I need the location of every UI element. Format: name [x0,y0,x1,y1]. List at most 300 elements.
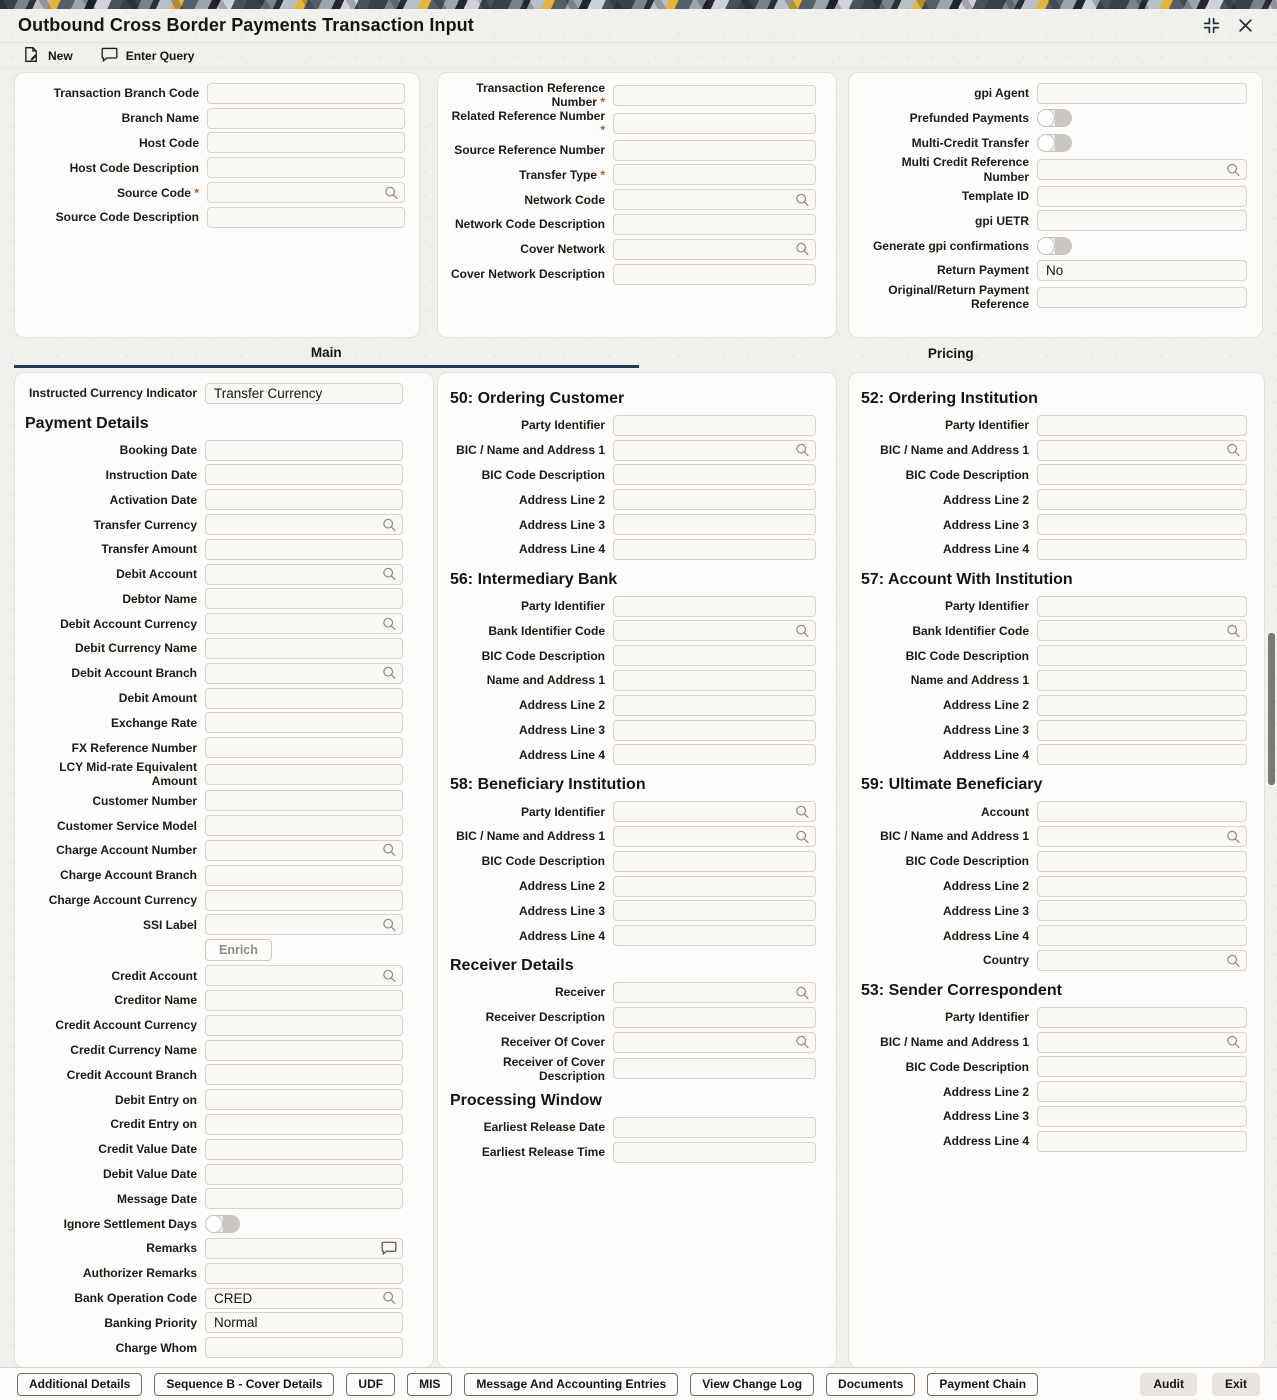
address-line-4-input[interactable] [1037,1131,1247,1152]
debit-account-currency-input[interactable] [205,613,403,634]
search-icon[interactable] [384,185,399,200]
field-row-customer-number [25,788,421,813]
remarks-input[interactable] [205,1238,403,1259]
label-name-and-address-1: Name and Address 1 [486,673,605,688]
message-and-accounting-entries-button[interactable]: Message And Accounting Entries [464,1373,678,1396]
new-button[interactable] [23,46,73,66]
required-asterisk: * [600,123,605,138]
label-bank-identifier-code: Bank Identifier Code [912,623,1029,638]
receiver-description-input[interactable] [613,1007,816,1028]
label-bic-name-and-address-1: BIC / Name and Address 1 [880,1035,1029,1050]
search-icon[interactable] [382,917,397,932]
close-icon[interactable] [1238,18,1253,33]
search-icon[interactable] [795,443,810,458]
label-address-line-3: Address Line 3 [518,723,605,738]
field-row-party-identifier [861,1005,1252,1030]
message-date-input[interactable] [205,1188,403,1209]
address-line-4-input[interactable] [613,925,816,946]
field-row-return-payment [861,258,1250,283]
label-transaction-branch-code: Transaction Branch Code [53,86,199,101]
search-icon[interactable] [1226,953,1241,968]
field-row-prefunded-payments [861,106,1250,131]
label-bic-code-description: BIC Code Description [905,467,1029,482]
name-and-address-1-input[interactable] [613,670,816,691]
field-row-debtor-name [25,587,421,612]
search-icon[interactable] [382,616,397,631]
charge-account-currency-input[interactable] [205,890,403,911]
field-row-multi-credit-reference-number [861,155,1250,183]
sequence-b-cover-details-button[interactable]: Sequence B - Cover Details [154,1373,334,1396]
label-name-and-address-1: Name and Address 1 [910,673,1029,688]
search-icon[interactable] [382,843,397,858]
debit-account-input[interactable] [205,564,403,585]
tab-main[interactable]: Main [14,339,639,368]
field-row-source-code [27,180,407,205]
cover-network-description-input[interactable] [613,264,816,285]
search-icon[interactable] [382,968,397,983]
debit-currency-name-input[interactable] [205,638,403,659]
vertical-scrollbar-thumb[interactable] [1268,633,1275,785]
address-line-2-input[interactable] [1037,695,1247,716]
search-icon[interactable] [795,623,810,638]
bic-name-and-address-1-input[interactable] [1037,440,1247,461]
bic-name-and-address-1-input[interactable] [613,440,816,461]
label-address-line-3: Address Line 3 [518,903,605,918]
label-original-return-payment-reference: Original/Return Payment Reference [888,282,1029,312]
party-identifier-input[interactable] [1037,1007,1247,1028]
search-icon[interactable] [382,1291,397,1306]
address-line-4-input[interactable] [1037,744,1247,765]
transaction-reference-number-input[interactable] [613,85,816,106]
authorizer-remarks-input[interactable] [205,1263,403,1284]
credit-currency-name-input[interactable] [205,1040,403,1061]
label-party-identifier: Party Identifier [944,418,1029,433]
credit-account-input[interactable] [205,965,403,986]
label-address-line-2: Address Line 2 [518,492,605,507]
credit-account-currency-input[interactable] [205,1015,403,1036]
label-charge-account-branch: Charge Account Branch [60,868,197,883]
bank-identifier-code-input[interactable] [1037,620,1247,641]
debit-value-date-input[interactable] [205,1164,403,1185]
section-title-59-ultimate-beneficiary: 59: Ultimate Beneficiary [861,776,1043,794]
bic-name-and-address-1-input[interactable] [1037,826,1247,847]
field-row-receiver [450,980,824,1005]
lcy-mid-rate-equivalent-amount-input[interactable] [205,764,403,785]
field-row-party-identifier [450,413,824,438]
receiver-of-cover-input[interactable] [613,1032,816,1053]
debtor-name-input[interactable] [205,588,403,609]
ignore-settlement-days-toggle[interactable] [205,1215,240,1233]
label-address-line-4: Address Line 4 [942,542,1029,557]
field-row-bic-code-description [861,1055,1252,1080]
search-icon[interactable] [1226,443,1241,458]
booking-date-input[interactable] [205,440,403,461]
field-row-party-identifier [861,594,1252,619]
label-address-line-4: Address Line 4 [518,928,605,943]
field-row-bic-code-description [450,643,824,668]
field-row-address-line-3 [450,718,824,743]
address-line-3-input[interactable] [613,900,816,921]
address-line-2-input[interactable] [1037,876,1247,897]
field-row-name-and-address-1 [450,668,824,693]
label-earliest-release-date: Earliest Release Date [483,1120,605,1135]
field-row-transfer-type [450,162,824,187]
view-change-log-button[interactable]: View Change Log [690,1373,814,1396]
prefunded-payments-toggle[interactable] [1037,109,1072,127]
mis-button[interactable]: MIS [407,1373,452,1396]
bic-code-description-input[interactable] [1037,851,1247,872]
address-line-2-input[interactable] [1037,1081,1247,1102]
toggle-knob [1037,109,1055,127]
label-network-code-description: Network Code Description [454,217,605,232]
label-party-identifier: Party Identifier [520,599,605,614]
search-icon[interactable] [795,192,810,207]
new-document-icon [23,46,40,66]
payment-chain-button[interactable]: Payment Chain [927,1373,1038,1396]
field-row-bic-code-description [861,849,1252,874]
search-icon[interactable] [795,1035,810,1050]
field-row-country [861,948,1252,973]
exit-button[interactable]: Exit [1212,1373,1260,1396]
label-charge-whom: Charge Whom [115,1340,197,1355]
transfer-currency-input[interactable] [205,514,403,535]
activation-date-input[interactable] [205,489,403,510]
field-row-party-identifier [450,594,824,619]
institution-parties-card [848,372,1265,1368]
credit-entry-on-input[interactable] [205,1114,403,1135]
field-row-generate-gpi-confirmations [861,233,1250,258]
field-row-credit-account-currency [25,1013,421,1038]
party-identifier-input[interactable] [1037,415,1247,436]
bic-code-description-input[interactable] [613,851,816,872]
search-icon[interactable] [1226,623,1241,638]
debit-amount-input[interactable] [205,688,403,709]
enter-query-button-label: Enter Query [125,48,195,63]
field-row-ssi-label [25,912,421,937]
charge-whom-input[interactable] [205,1337,403,1358]
receiver-input[interactable] [613,982,816,1003]
field-row-lcy-mid-rate-equivalent-amount [25,760,421,788]
multi-credit-reference-number-input[interactable] [1037,159,1247,180]
field-row-debit-entry-on [25,1087,421,1112]
related-reference-number-input[interactable] [613,113,816,134]
host-code-description-input[interactable] [207,157,405,178]
label-host-code-description: Host Code Description [69,160,199,175]
label-address-line-4: Address Line 4 [942,1134,1029,1149]
receiver-of-cover-description-input[interactable] [613,1058,816,1079]
source-code-input[interactable] [207,182,405,203]
ssi-label-input[interactable] [205,914,403,935]
return-payment-input[interactable] [1037,260,1247,281]
label-receiver-of-cover: Receiver Of Cover [500,1035,605,1050]
template-id-input[interactable] [1037,186,1247,207]
label-debit-amount: Debit Amount [118,691,197,706]
transfer-amount-input[interactable] [205,539,403,560]
field-row-template-id [861,184,1250,209]
label-template-id: Template ID [961,189,1029,204]
address-line-3-input[interactable] [613,514,816,535]
label-address-line-2: Address Line 2 [518,879,605,894]
field-row-bic-name-and-address-1 [861,1030,1252,1055]
address-line-2-input[interactable] [613,695,816,716]
footer-left-buttons [17,1373,1038,1396]
label-ignore-settlement-days: Ignore Settlement Days [63,1216,197,1231]
debit-account-branch-input[interactable] [205,663,403,684]
label-source-code-description: Source Code Description [55,210,199,225]
bic-code-description-input[interactable] [1037,464,1247,485]
comment-icon[interactable] [381,1241,397,1255]
transfer-type-input[interactable] [613,164,816,185]
original-return-payment-reference-input[interactable] [1037,287,1247,308]
party-identifier-input[interactable] [613,415,816,436]
field-row-debit-currency-name [25,636,421,661]
label-country: Country [983,953,1029,968]
bic-name-and-address-1-input[interactable] [1037,1032,1247,1053]
earliest-release-time-input[interactable] [613,1142,816,1163]
debit-entry-on-input[interactable] [205,1089,403,1110]
field-row-instruction-date [25,463,421,488]
field-row-message-date [25,1186,421,1211]
enter-query-button[interactable] [101,47,195,65]
field-row-multi-credit-transfer [861,131,1250,156]
additional-details-button[interactable]: Additional Details [17,1373,142,1396]
label-customer-number: Customer Number [92,793,197,808]
label-bic-name-and-address-1: BIC / Name and Address 1 [456,829,605,844]
label-ssi-label: SSI Label [142,917,197,932]
gpi-uetr-input[interactable] [1037,210,1247,231]
label-branch-name: Branch Name [121,111,199,126]
address-line-4-input[interactable] [613,744,816,765]
field-row-address-line-3 [861,1104,1252,1129]
network-code-input[interactable] [613,189,816,210]
instruction-date-input[interactable] [205,464,403,485]
section-title-50-ordering-customer: 50: Ordering Customer [450,390,625,407]
label-transfer-currency: Transfer Currency [93,517,197,532]
address-line-3-input[interactable] [1037,1106,1247,1127]
field-row-address-line-3 [450,512,824,537]
label-charge-account-number: Charge Account Number [56,843,197,858]
field-row-branch-name [27,106,407,131]
label-bic-name-and-address-1: BIC / Name and Address 1 [456,443,605,458]
field-row-address-line-4 [450,923,824,948]
label-party-identifier: Party Identifier [520,804,605,819]
section-title-processing-window: Processing Window [450,1091,602,1109]
field-row-enrich [25,937,421,963]
label-debit-currency-name: Debit Currency Name [74,641,197,656]
address-line-3-input[interactable] [1037,900,1247,921]
address-line-4-input[interactable] [613,539,816,560]
documents-button[interactable]: Documents [826,1373,915,1396]
search-icon[interactable] [382,517,397,532]
search-icon[interactable] [795,242,810,257]
label-address-line-4: Address Line 4 [518,542,605,557]
address-line-2-input[interactable] [1037,489,1247,510]
label-transfer-amount: Transfer Amount [101,542,197,557]
field-row-bic-name-and-address-1 [861,438,1252,463]
label-credit-account-branch: Credit Account Branch [66,1067,197,1082]
field-row-source-reference-number [450,138,824,163]
label-bic-code-description: BIC Code Description [905,1059,1029,1074]
field-row-instructed-currency-indicator [25,381,421,406]
label-charge-account-currency: Charge Account Currency [48,892,197,907]
required-asterisk: * [596,95,605,110]
source-reference-number-input[interactable] [613,140,816,161]
label-transaction-reference-number: Transaction Reference Number * [476,81,605,110]
generate-gpi-confirmations-toggle[interactable] [1037,237,1072,255]
label-bic-code-description: BIC Code Description [481,467,605,482]
bank-identifier-code-input[interactable] [613,620,816,641]
audit-button[interactable]: Audit [1140,1373,1197,1396]
field-row-earliest-release-time [450,1140,824,1165]
label-transfer-type: Transfer Type * [519,167,605,182]
creditor-name-input[interactable] [205,990,403,1011]
enrich-button[interactable]: Enrich [205,939,272,961]
name-and-address-1-input[interactable] [1037,670,1247,691]
udf-button[interactable]: UDF [346,1373,395,1396]
bank-operation-code-input[interactable] [205,1288,403,1309]
label-cover-network-description: Cover Network Description [450,266,605,281]
label-address-line-3: Address Line 3 [942,723,1029,738]
search-icon[interactable] [1226,162,1241,177]
earliest-release-date-input[interactable] [613,1117,816,1138]
cover-network-input[interactable] [613,239,816,260]
field-row-bic-code-description [450,463,824,488]
address-line-3-input[interactable] [1037,720,1247,741]
exchange-rate-input[interactable] [205,712,403,733]
address-line-3-input[interactable] [1037,514,1247,535]
country-input[interactable] [1037,950,1247,971]
ordering-parties-card [437,372,837,1368]
multi-credit-transfer-toggle[interactable] [1037,134,1072,152]
field-row-transfer-currency [25,512,421,537]
banking-priority-input[interactable] [205,1312,403,1333]
label-remarks: Remarks [146,1241,197,1256]
host-code-input[interactable] [207,132,405,153]
bic-code-description-input[interactable] [1037,1056,1247,1077]
label-address-line-3: Address Line 3 [942,517,1029,532]
label-credit-value-date: Credit Value Date [98,1142,197,1157]
label-address-line-2: Address Line 2 [942,698,1029,713]
field-row-receiver-description [450,1005,824,1030]
restore-window-icon[interactable] [1203,17,1220,34]
address-line-4-input[interactable] [1037,539,1247,560]
customer-number-input[interactable] [205,790,403,811]
search-icon[interactable] [795,829,810,844]
field-row-debit-amount [25,686,421,711]
charge-account-branch-input[interactable] [205,865,403,886]
search-icon[interactable] [1226,829,1241,844]
label-debit-account-branch: Debit Account Branch [71,666,197,681]
search-icon[interactable] [795,804,810,819]
instructed-currency-indicator-input[interactable] [205,383,403,404]
label-return-payment: Return Payment [936,263,1029,278]
section-title-56-intermediary-bank: 56: Intermediary Bank [450,570,618,588]
branch-name-input[interactable] [207,108,405,129]
label-bic-code-description: BIC Code Description [905,648,1029,663]
party-identifier-input[interactable] [613,801,816,822]
search-icon[interactable] [382,567,397,582]
label-gpi-uetr: gpi UETR [975,213,1029,228]
label-debit-account-currency: Debit Account Currency [60,616,197,631]
label-creditor-name: Creditor Name [114,993,197,1008]
credit-value-date-input[interactable] [205,1139,403,1160]
party-identifier-input[interactable] [1037,596,1247,617]
bic-code-description-input[interactable] [613,645,816,666]
bic-code-description-input[interactable] [1037,645,1247,666]
label-debit-entry-on: Debit Entry on [114,1092,197,1107]
credit-account-branch-input[interactable] [205,1064,403,1085]
field-row-address-line-4 [861,743,1252,768]
field-row-address-line-3 [861,718,1252,743]
field-row-bic-name-and-address-1 [450,824,824,849]
label-banking-priority: Banking Priority [104,1315,197,1330]
section-title-52-ordering-institution: 52: Ordering Institution [861,390,1038,407]
field-row-address-line-2 [861,487,1252,512]
field-row-receiver-of-cover-description [450,1055,824,1083]
bic-code-description-input[interactable] [613,464,816,485]
field-row-bic-name-and-address-1 [450,438,824,463]
fx-reference-number-input[interactable] [205,737,403,758]
label-lcy-mid-rate-equivalent-amount: LCY Mid-rate Equivalent Amount [59,760,197,789]
section-title-payment-details: Payment Details [25,414,149,432]
customer-service-model-input[interactable] [205,815,403,836]
field-row-address-line-2 [450,874,824,899]
party-identifier-input[interactable] [613,596,816,617]
address-line-4-input[interactable] [1037,925,1247,946]
field-row-activation-date [25,487,421,512]
address-line-2-input[interactable] [613,876,816,897]
network-code-description-input[interactable] [613,214,816,235]
label-bic-code-description: BIC Code Description [905,854,1029,869]
label-debit-value-date: Debit Value Date [102,1166,197,1181]
field-row-credit-account [25,963,421,988]
label-address-line-2: Address Line 2 [942,492,1029,507]
footer-action-bar [0,1367,1277,1400]
address-line-2-input[interactable] [613,489,816,510]
field-row-address-line-2 [450,693,824,718]
field-row-original-return-payment-reference [861,283,1250,311]
bic-name-and-address-1-input[interactable] [613,826,816,847]
gpi-details-panel [848,72,1263,338]
search-icon[interactable] [795,985,810,1000]
toggle-knob [1037,134,1055,152]
field-row-exchange-rate [25,711,421,736]
gpi-agent-input[interactable] [1037,83,1247,104]
transaction-branch-code-input[interactable] [207,83,405,104]
search-icon[interactable] [1226,1035,1241,1050]
required-asterisk: * [190,185,199,200]
tab-pricing[interactable]: Pricing [927,346,974,361]
title-bar [0,9,1277,43]
branch-details-panel [14,72,420,338]
section-title-57-account-with-institution: 57: Account With Institution [861,570,1073,588]
comment-icon [101,47,118,65]
source-code-description-input[interactable] [207,207,405,228]
address-line-3-input[interactable] [613,720,816,741]
label-address-line-4: Address Line 4 [942,747,1029,762]
field-row-receiver-of-cover [450,1030,824,1055]
field-row-debit-account-currency [25,611,421,636]
account-input[interactable] [1037,801,1247,822]
search-icon[interactable] [382,666,397,681]
field-row-host-code [27,131,407,156]
footer-right-buttons [1140,1373,1260,1396]
field-row-host-code-description [27,155,407,180]
charge-account-number-input[interactable] [205,840,403,861]
label-address-line-3: Address Line 3 [518,517,605,532]
reference-details-panel [437,72,837,338]
section-title-53-sender-correspondent: 53: Sender Correspondent [861,981,1062,999]
